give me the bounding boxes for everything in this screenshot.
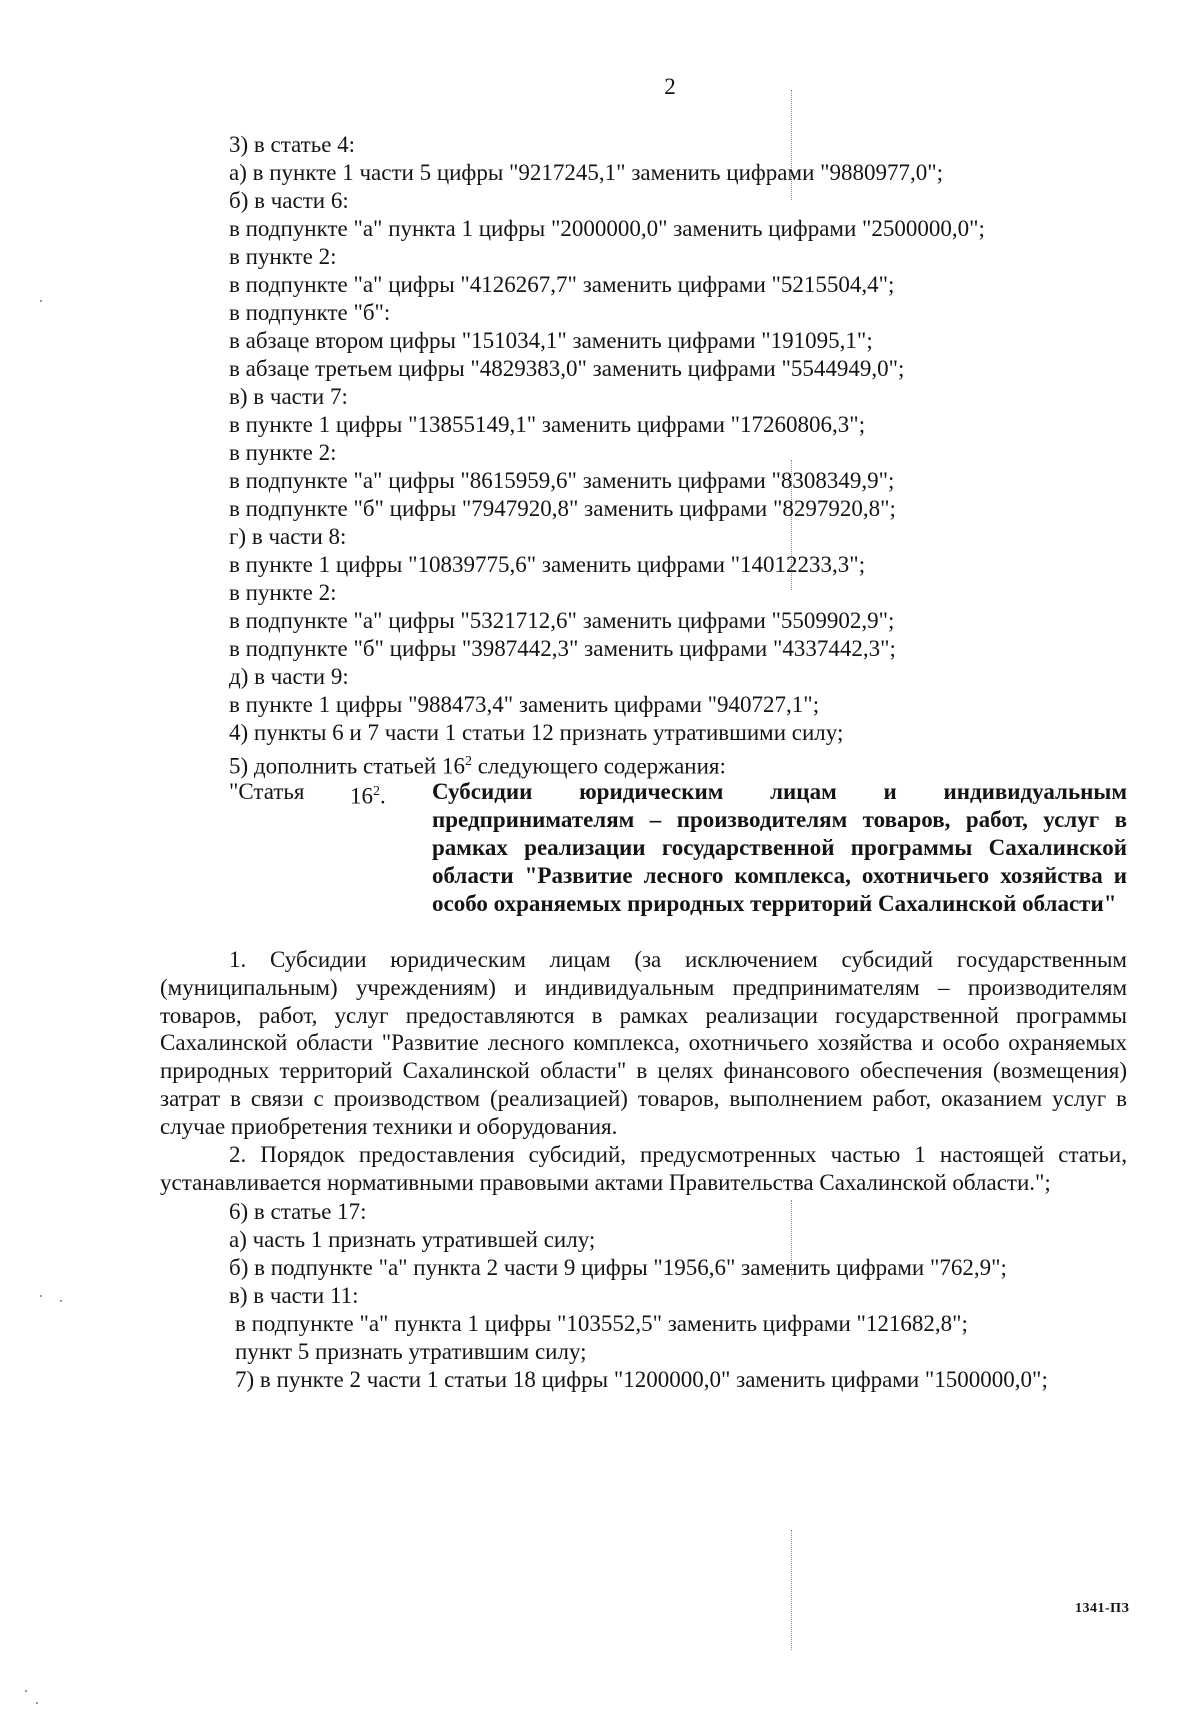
amendment-line: в абзаце третьем цифры "4829383,0" заменить цифрами "5544949,0"; (229, 356, 905, 381)
amendment-line: в подпункте "б" цифры "7947920,8" заменить цифрами "8297920,8"; (229, 496, 896, 521)
amendment-line: 6) в статье 17: (229, 1199, 367, 1224)
article-paragraph: 1. Субсидии юридическим лицам (за исключением субсидий государственным (муниципальным) учреждениям) и индивидуальным предпринимателям – производителям товаров, работ, услуг предоставляются в рамках реализации государственной программы Сахалинской области "Развитие лесного комплекса, охотничьего хозяйства и особо охраняемых природных территорий Сахалинской области" в целях финансового обеспечения (возмещения) затрат в связи с производством (реализацией) товаров, выполнением работ, оказанием услуг в случае приобретения техники и оборудования. (160, 947, 1127, 1139)
page-number: 2 (664, 74, 676, 99)
article-title: Субсидии юридическим лицам и индивидуальным предпринимателям – производителям товаров, работ, услуг в рамках реализации государственной программы Сахалинской области "Развитие лесного комплекса, охотничьего хозяйства и особо охраняемых природных территорий Сахалинской области" (432, 779, 1127, 916)
document-code: 1341-ПЗ (1075, 1601, 1130, 1616)
article-superscript: 2 (464, 754, 472, 769)
amendment-line: 7) в пункте 2 части 1 статьи 18 цифры "1200000,0" заменить цифрами "1500000,0"; (235, 1367, 1048, 1392)
scan-artifact-dot (36, 1702, 38, 1704)
amendment-line: б) в подпункте "а" пункта 2 части 9 цифры "1956,6" заменить цифрами "762,9"; (229, 1255, 1007, 1280)
amendment-line: в подпункте "б" цифры "3987442,3" заменить цифрами "4337442,3"; (229, 636, 896, 661)
amendment-line: 3) в статье 4: (229, 132, 356, 157)
scan-artifact-dot (40, 1295, 42, 1297)
amendment-line: в пункте 2: (229, 580, 337, 605)
amendment-line: а) часть 1 признать утратившей силу; (229, 1227, 596, 1252)
amendment-line: в подпункте "а" пункта 1 цифры "2000000,0" заменить цифрами "2500000,0"; (229, 216, 985, 241)
scan-artifact-dot (25, 1690, 27, 1692)
amendment-line: в) в части 7: (229, 384, 348, 409)
amendment-line: 4) пункты 6 и 7 части 1 статьи 12 признать утратившими силу; (229, 720, 844, 745)
amendment-line: в пункте 1 цифры "988473,4" заменить цифрами "940727,1"; (229, 692, 820, 717)
amendment-line: в пункте 1 цифры "10839775,6" заменить цифрами "14012233,3"; (229, 552, 866, 577)
amendment-line: в подпункте "а" цифры "4126267,7" заменить цифрами "5215504,4"; (229, 272, 895, 297)
scan-artifact-line (791, 1530, 792, 1650)
scan-artifact-dot (40, 300, 42, 302)
amendment-line: в подпункте "а" цифры "5321712,6" заменить цифрами "5509902,9"; (229, 608, 895, 633)
amendment-line: в абзаце втором цифры "151034,1" заменить цифрами "191095,1"; (229, 328, 873, 353)
amendment-line: а) в пункте 1 части 5 цифры "9217245,1" заменить цифрами "9880977,0"; (229, 160, 944, 185)
amendment-line: б) в части 6: (229, 188, 349, 213)
insert-article-text: 5) дополнить статьей 16 (229, 753, 465, 779)
amendment-line: в пункте 1 цифры "13855149,1" заменить цифрами "17260806,3"; (229, 412, 866, 437)
amendment-line: в подпункте "а" пункта 1 цифры "103552,5" заменить цифрами "121682,8"; (235, 1311, 968, 1336)
article-paragraph: 2. Порядок предоставления субсидий, предусмотренных частью 1 настоящей статьи, устанавливается нормативными правовыми актами Правительства Сахалинской области."; (160, 1142, 1127, 1195)
amendment-line: г) в части 8: (229, 524, 347, 549)
amendment-line: д) в части 9: (229, 664, 349, 689)
article-word: "Статья (229, 779, 305, 804)
amendment-line: в пункте 2: (229, 440, 337, 465)
amendment-line: в пункте 2: (229, 244, 337, 269)
scan-artifact-dot (60, 1300, 62, 1302)
article-heading-label (229, 778, 386, 809)
amendment-line: пункт 5 признать утратившим силу; (235, 1339, 587, 1364)
article-number: $16^2$. (350, 783, 386, 809)
insert-article-text-end: следующего содержания: (471, 753, 726, 779)
insert-article-line (229, 748, 726, 781)
amendment-line: в подпункте "б": (229, 300, 391, 325)
amendment-line: в) в части 11: (229, 1283, 359, 1308)
amendment-line: в подпункте "а" цифры "8615959,6" заменить цифрами "8308349,9"; (229, 468, 895, 493)
